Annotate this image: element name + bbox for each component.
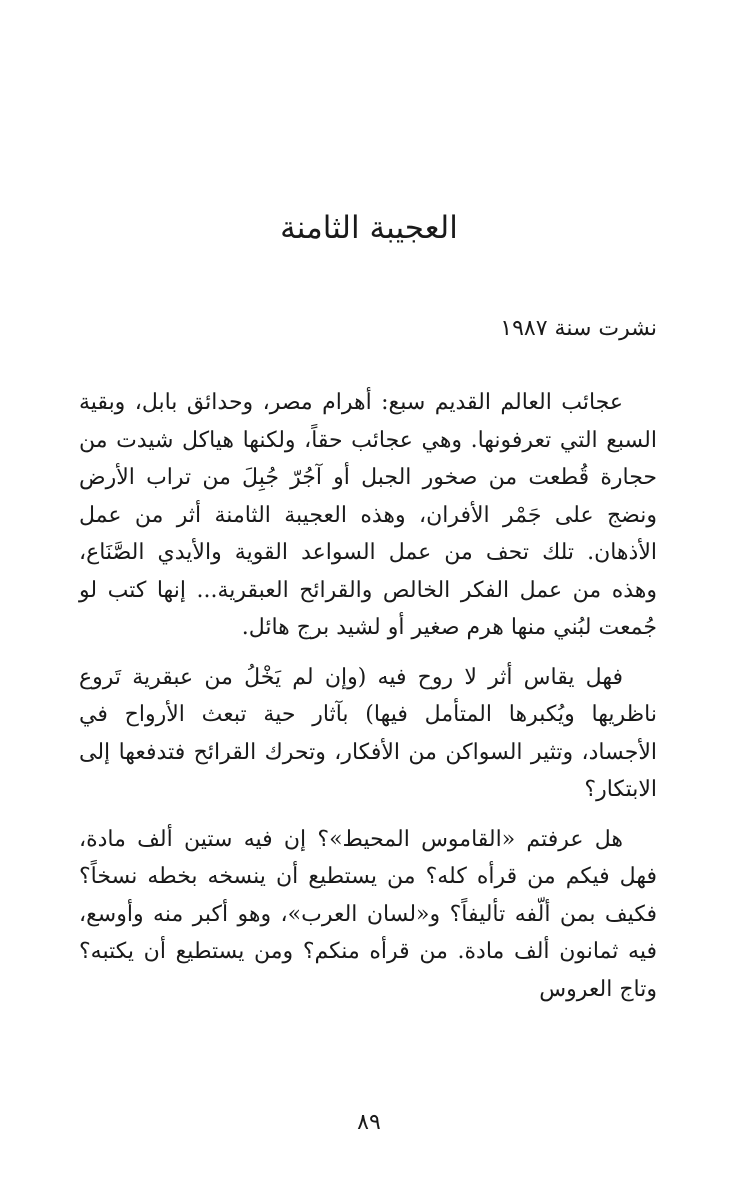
chapter-title: العجيبة الثامنة (280, 210, 458, 246)
body-text (79, 384, 657, 1020)
publication-note: نشرت سنة ١٩٨٧ (500, 316, 657, 341)
paragraph-2: فهل يقاس أثر لا روح فيه (وإن لم يَخْلُ من عبقرية تَروع ناظريها ويُكبرها المتأمل فيها) بآثار حية تبعث الأرواح في الأجساد، وتثير السواكن من الأفكار، وتحرك القرائح فتدفعها إلى الابتكار؟ (79, 664, 657, 802)
page-number: ٨٩ (357, 1110, 381, 1135)
paragraph-3: هل عرفتم «القاموس المحيط»؟ إن فيه ستين ألف مادة، فهل فيكم من قرأه كله؟ من يستطيع أن ينسخه بخطه نسخاً؟ فكيف بمن ألّفه تأليفاً؟ و«لسان العرب»، وهو أكبر منه وأوسع، فيه ثمانون ألف مادة. من قرأه منكم؟ ومن يستطيع أن يكتبه؟ وتاج العروس (79, 826, 657, 1002)
paragraph-1: عجائب العالم القديم سبع: أهرام مصر، وحدائق بابل، وبقية السبع التي تعرفونها. وهي عجائب حقاً، ولكنها هياكل شيدت من حجارة قُطعت من صخور الجبل أو آجُرّ جُبِلَ من تراب الأرض ونضج على جَمْر الأفران، وهذه العجيبة الثامنة أثر من عمل الأذهان. تلك تحف من عمل السواعد القوية والأيدي الصَّنَاع، وهذه من عمل الفكر الخالص والقرائح العبقرية... إنها كتب لو جُمعت لبُني منها هرم صغير أو لشيد برج هائل. (79, 390, 657, 640)
